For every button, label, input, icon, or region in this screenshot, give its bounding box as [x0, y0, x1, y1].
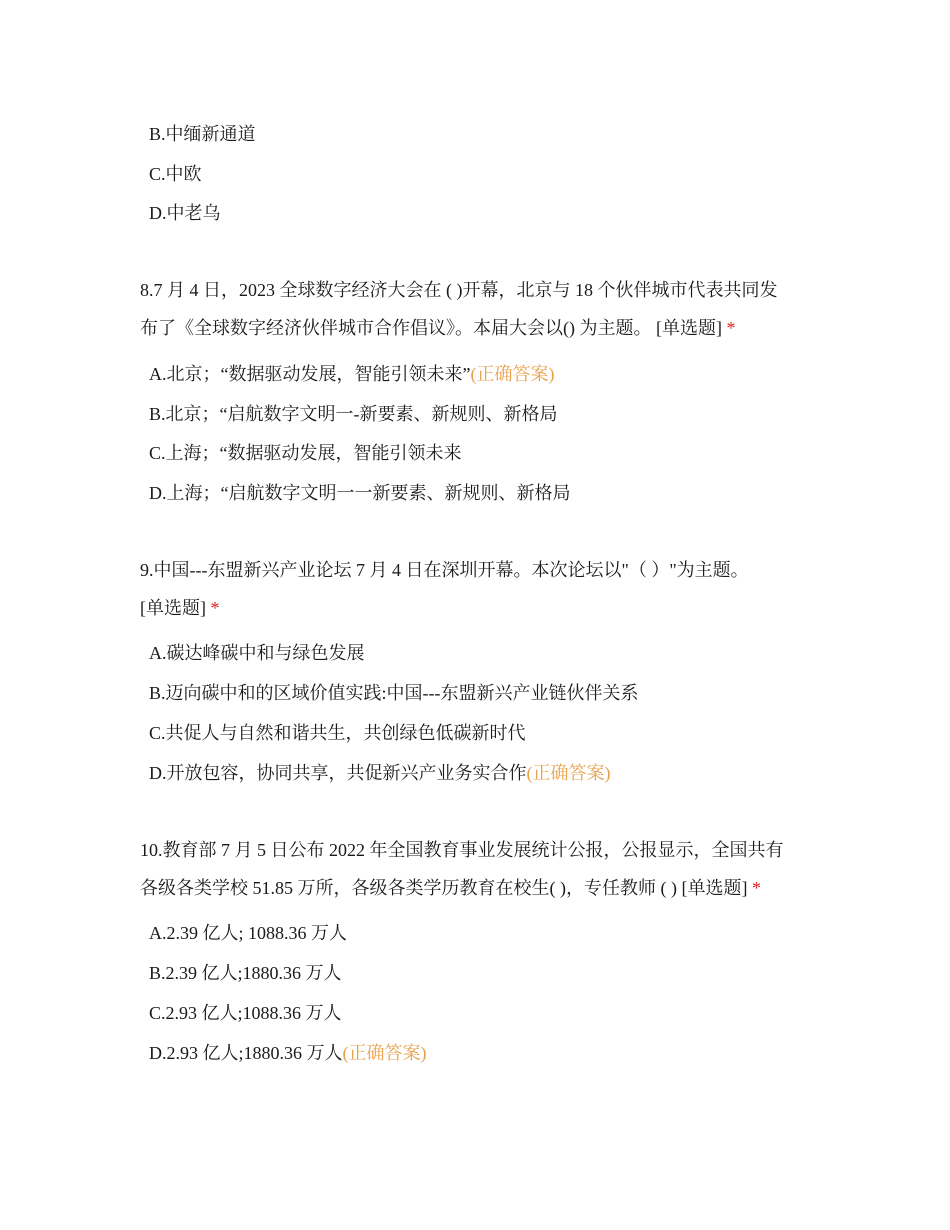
- q10-option-c: [149, 1001, 342, 1025]
- question-9-line-2: [140, 596, 820, 620]
- q9-option-b: [149, 681, 639, 705]
- option-b-prev: [149, 122, 256, 146]
- q8-option-d: [149, 481, 571, 505]
- option-text: A.碳达峰碳中和与绿色发展: [149, 643, 365, 663]
- q9-option-c: [149, 721, 526, 745]
- q8-option-b: [149, 402, 558, 426]
- option-text: B.北京；“启航数字文明一-新要素、新规则、新格局: [149, 404, 558, 424]
- question-10-line-1: 10.教育部 7 月 5 日公布 2022 年全国教育事业发展统计公报，公报显示，全国共有: [140, 840, 784, 860]
- option-c-prev: [149, 162, 202, 186]
- question-text: 布了《全球数字经济伙伴城市合作倡议》。本届大会以() 为主题。 [单选题]: [140, 318, 722, 338]
- option-text: C.上海；“数据驱动发展，智能引领未来: [149, 443, 462, 463]
- option-text: D.2.93 亿人;1880.36 万人: [149, 1043, 343, 1063]
- question-text: 各级各类学校 51.85 万所，各级各类学历教育在校生( )，专任教师 ( ) [单选题]: [140, 878, 748, 898]
- q10-option-d: [149, 1041, 427, 1065]
- q9-option-a: [149, 641, 365, 665]
- q8-option-c: [149, 441, 462, 465]
- option-text: C.共促人与自然和谐共生，共创绿色低碳新时代: [149, 723, 526, 743]
- correct-answer-tag: (正确答案): [526, 763, 611, 783]
- question-8-line-1: 8.7 月 4 日，2023 全球数字经济大会在 ( )开幕，北京与 18 个伙伴城市代表共同发: [140, 280, 778, 300]
- q9-option-d: [149, 761, 611, 785]
- option-text: B.迈向碳中和的区域价值实践:中国---东盟新兴产业链伙伴关系: [149, 683, 639, 703]
- q8-option-a: [149, 362, 554, 386]
- q10-option-a: [149, 921, 347, 945]
- option-text: A.2.39 亿人; 1088.36 万人: [149, 923, 347, 943]
- option-text: B.中缅新通道: [149, 124, 256, 144]
- option-text: D.中老乌: [149, 203, 221, 223]
- required-mark: *: [751, 878, 761, 898]
- option-text: C.中欧: [149, 164, 202, 184]
- question-9-line-1: 9.中国---东盟新兴产业论坛 7 月 4 日在深圳开幕。本次论坛以"（ ）"为主题。: [140, 560, 749, 580]
- option-text: D.上海；“启航数字文明一一新要素、新规则、新格局: [149, 483, 571, 503]
- option-text: B.2.39 亿人;1880.36 万人: [149, 963, 342, 983]
- question-8-line-2: [140, 316, 820, 340]
- q10-option-b: [149, 961, 342, 985]
- option-d-prev: [149, 201, 221, 225]
- required-mark: *: [210, 598, 220, 618]
- question-10-line-2: [140, 876, 820, 900]
- option-text: C.2.93 亿人;1088.36 万人: [149, 1003, 342, 1023]
- correct-answer-tag: (正确答案): [342, 1043, 427, 1063]
- option-text: D.开放包容，协同共享，共促新兴产业务实合作: [149, 763, 527, 783]
- correct-answer-tag: (正确答案): [470, 364, 555, 384]
- question-text: [单选题]: [140, 598, 206, 618]
- option-text: A.北京；“数据驱动发展，智能引领未来”: [149, 364, 471, 384]
- required-mark: *: [726, 318, 736, 338]
